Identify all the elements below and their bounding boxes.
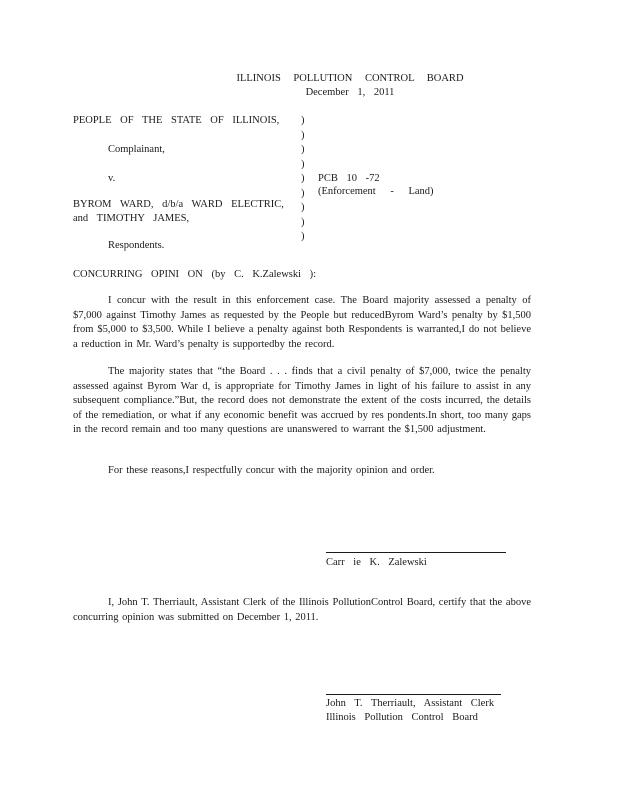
caption-paren: )	[301, 129, 305, 141]
caption-parenthesis-column	[301, 114, 309, 245]
caption-paren: )	[301, 187, 305, 199]
opinion-paragraph-2: The majority states that “the Board . . . finds that a civil penalty of $7,000, twice the penalty assessed against Byrom War d, is appropriate for Timothy James in light of his failure to assist in any subsequent compliance.”But, the record does not demonstrate the extent of the costs incurred, the details of the remediation, or what if any economic benefit was accrued by res pondents.In short, too many gaps in the record remain and too many questions are unanswered to warrant the $1,500 adjustment.	[73, 366, 531, 435]
caption-paren: )	[301, 202, 305, 213]
signature-line-1	[326, 552, 506, 553]
opinion-paragraph-1: I concur with the result in this enforcement case. The Board majority assessed a penalty of $7,000 against Timothy James as requested by the People but reducedByrom Ward’s penalty by $1,500 from $5,000 to $3,500. While I believe a penalty against both Respondents is warranted,I do not believe a reduction in Mr. Ward’s penalty is supportedby the record.	[73, 295, 531, 350]
caption-paren: )	[301, 231, 305, 242]
certification-paragraph: I, John T. Therriault, Assistant Clerk of the Illinois PollutionControl Board, certify that the above concurring opinion was submitted on December 1, 2011.	[73, 597, 531, 623]
signature-1-name: Carr ie K. Zalewski	[326, 557, 427, 568]
signature-2-line-1: John T. Therriault, Assistant Clerk	[326, 698, 495, 709]
caption-respondents-line-1: BYROM WARD, d/b/a WARD ELECTRIC,	[73, 199, 284, 210]
board-title: ILLINOIS POLLUTION CONTROL BOARD	[236, 73, 464, 84]
case-type: (Enforcement - Land)	[318, 186, 434, 197]
opinion-paragraph-3: For these reasons,I respectfully concur with the majority opinion and order.	[108, 465, 435, 476]
caption-people: PEOPLE OF THE STATE OF ILLINOIS,	[73, 115, 280, 126]
case-number: PCB 10 -72	[318, 173, 380, 184]
caption-respondents-line-2: and TIMOTHY JAMES,	[73, 213, 190, 224]
caption-versus: v.	[108, 173, 116, 184]
caption-paren: )	[301, 173, 305, 184]
document-date: December 1, 2011	[305, 87, 395, 98]
signature-2-line-2: Illinois Pollution Control Board	[326, 712, 478, 723]
caption-complainant: Complainant,	[108, 144, 165, 155]
caption-respondents-label: Respondents.	[108, 240, 165, 251]
caption-paren: )	[301, 158, 305, 170]
caption-paren: )	[301, 216, 305, 228]
signature-line-2	[326, 694, 501, 695]
opinion-heading: CONCURRING OPINI ON (by C. K.Zalewski ):	[73, 269, 317, 280]
caption-paren: )	[301, 115, 305, 126]
caption-paren: )	[301, 144, 305, 155]
